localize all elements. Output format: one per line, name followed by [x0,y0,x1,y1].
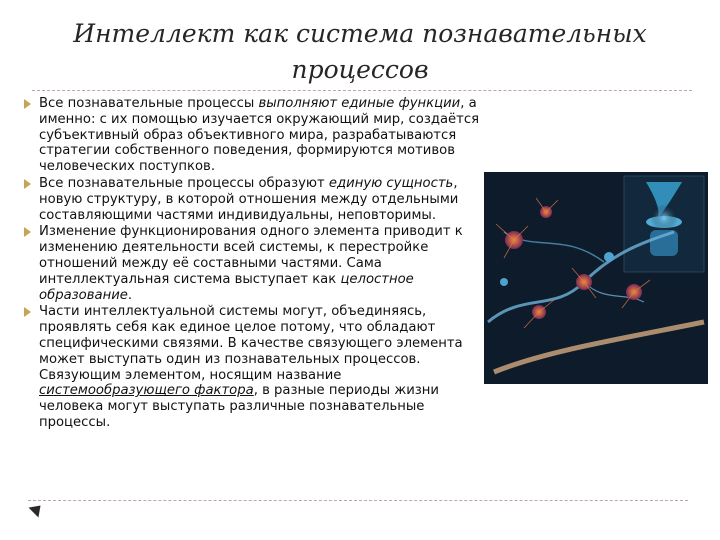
bullet-text-segment: выполняют единые функции [258,96,461,111]
bullet-item [22,224,492,303]
bullet-text-segment: . [127,287,133,303]
bullet-text-segment: Все познавательные процессы [39,96,259,111]
bullet-text-segment: , в разные периоды жизни человека могут выступать различные познавательные процессы. [39,383,439,430]
bullet-text-segment: Изменение функционирования одного элемента приводит к изменению деятельности всей системы, к перестройке отношений между её составными частями. Сама интеллектуальная система выступает как [39,224,463,287]
bullet-text-segment: целостное образование [39,271,414,303]
triangle-right-icon [24,227,31,237]
bullet-item [22,304,492,430]
bullet-text-segment: Все познавательные процессы образуют [39,175,329,191]
triangle-right-icon [24,179,31,189]
triangle-right-icon [24,307,31,317]
footer-divider [28,500,688,501]
bullet-text-segment: единую сущность [328,175,454,191]
bullet-text-segment: Части интеллектуальной системы могут, объединяясь, проявлять себя как единое целое потому, что обладают специфическими связями. В качестве связующего элемента может выступать один из познавательных процессов. Связующим элементом, носящим название [39,304,463,383]
bullet-text-segment: , а именно: с их помощью изучается окружающий мир, создаётся субъективный образ объективного мира, разрабатываются стратегии собственного поведения, формируются мотивов человеческих поступков. [39,96,480,175]
corner-arrow-icon [29,501,46,518]
slide-title: Интеллект как система познавательных процессов [73,19,647,84]
bullet-item [22,96,492,175]
neuron-illustration [484,172,708,384]
triangle-right-icon [24,99,31,109]
neuron-network-image [484,172,708,384]
bullet-text-segment: , новую структуру, в которой отношения между отдельными составляющими частями индивидуальны, неповторимы. [39,175,459,223]
title-divider [32,90,692,91]
bullet-text-segment: системообразующего фактора [39,383,254,399]
bullet-list [22,96,492,432]
bullet-item [22,176,492,223]
